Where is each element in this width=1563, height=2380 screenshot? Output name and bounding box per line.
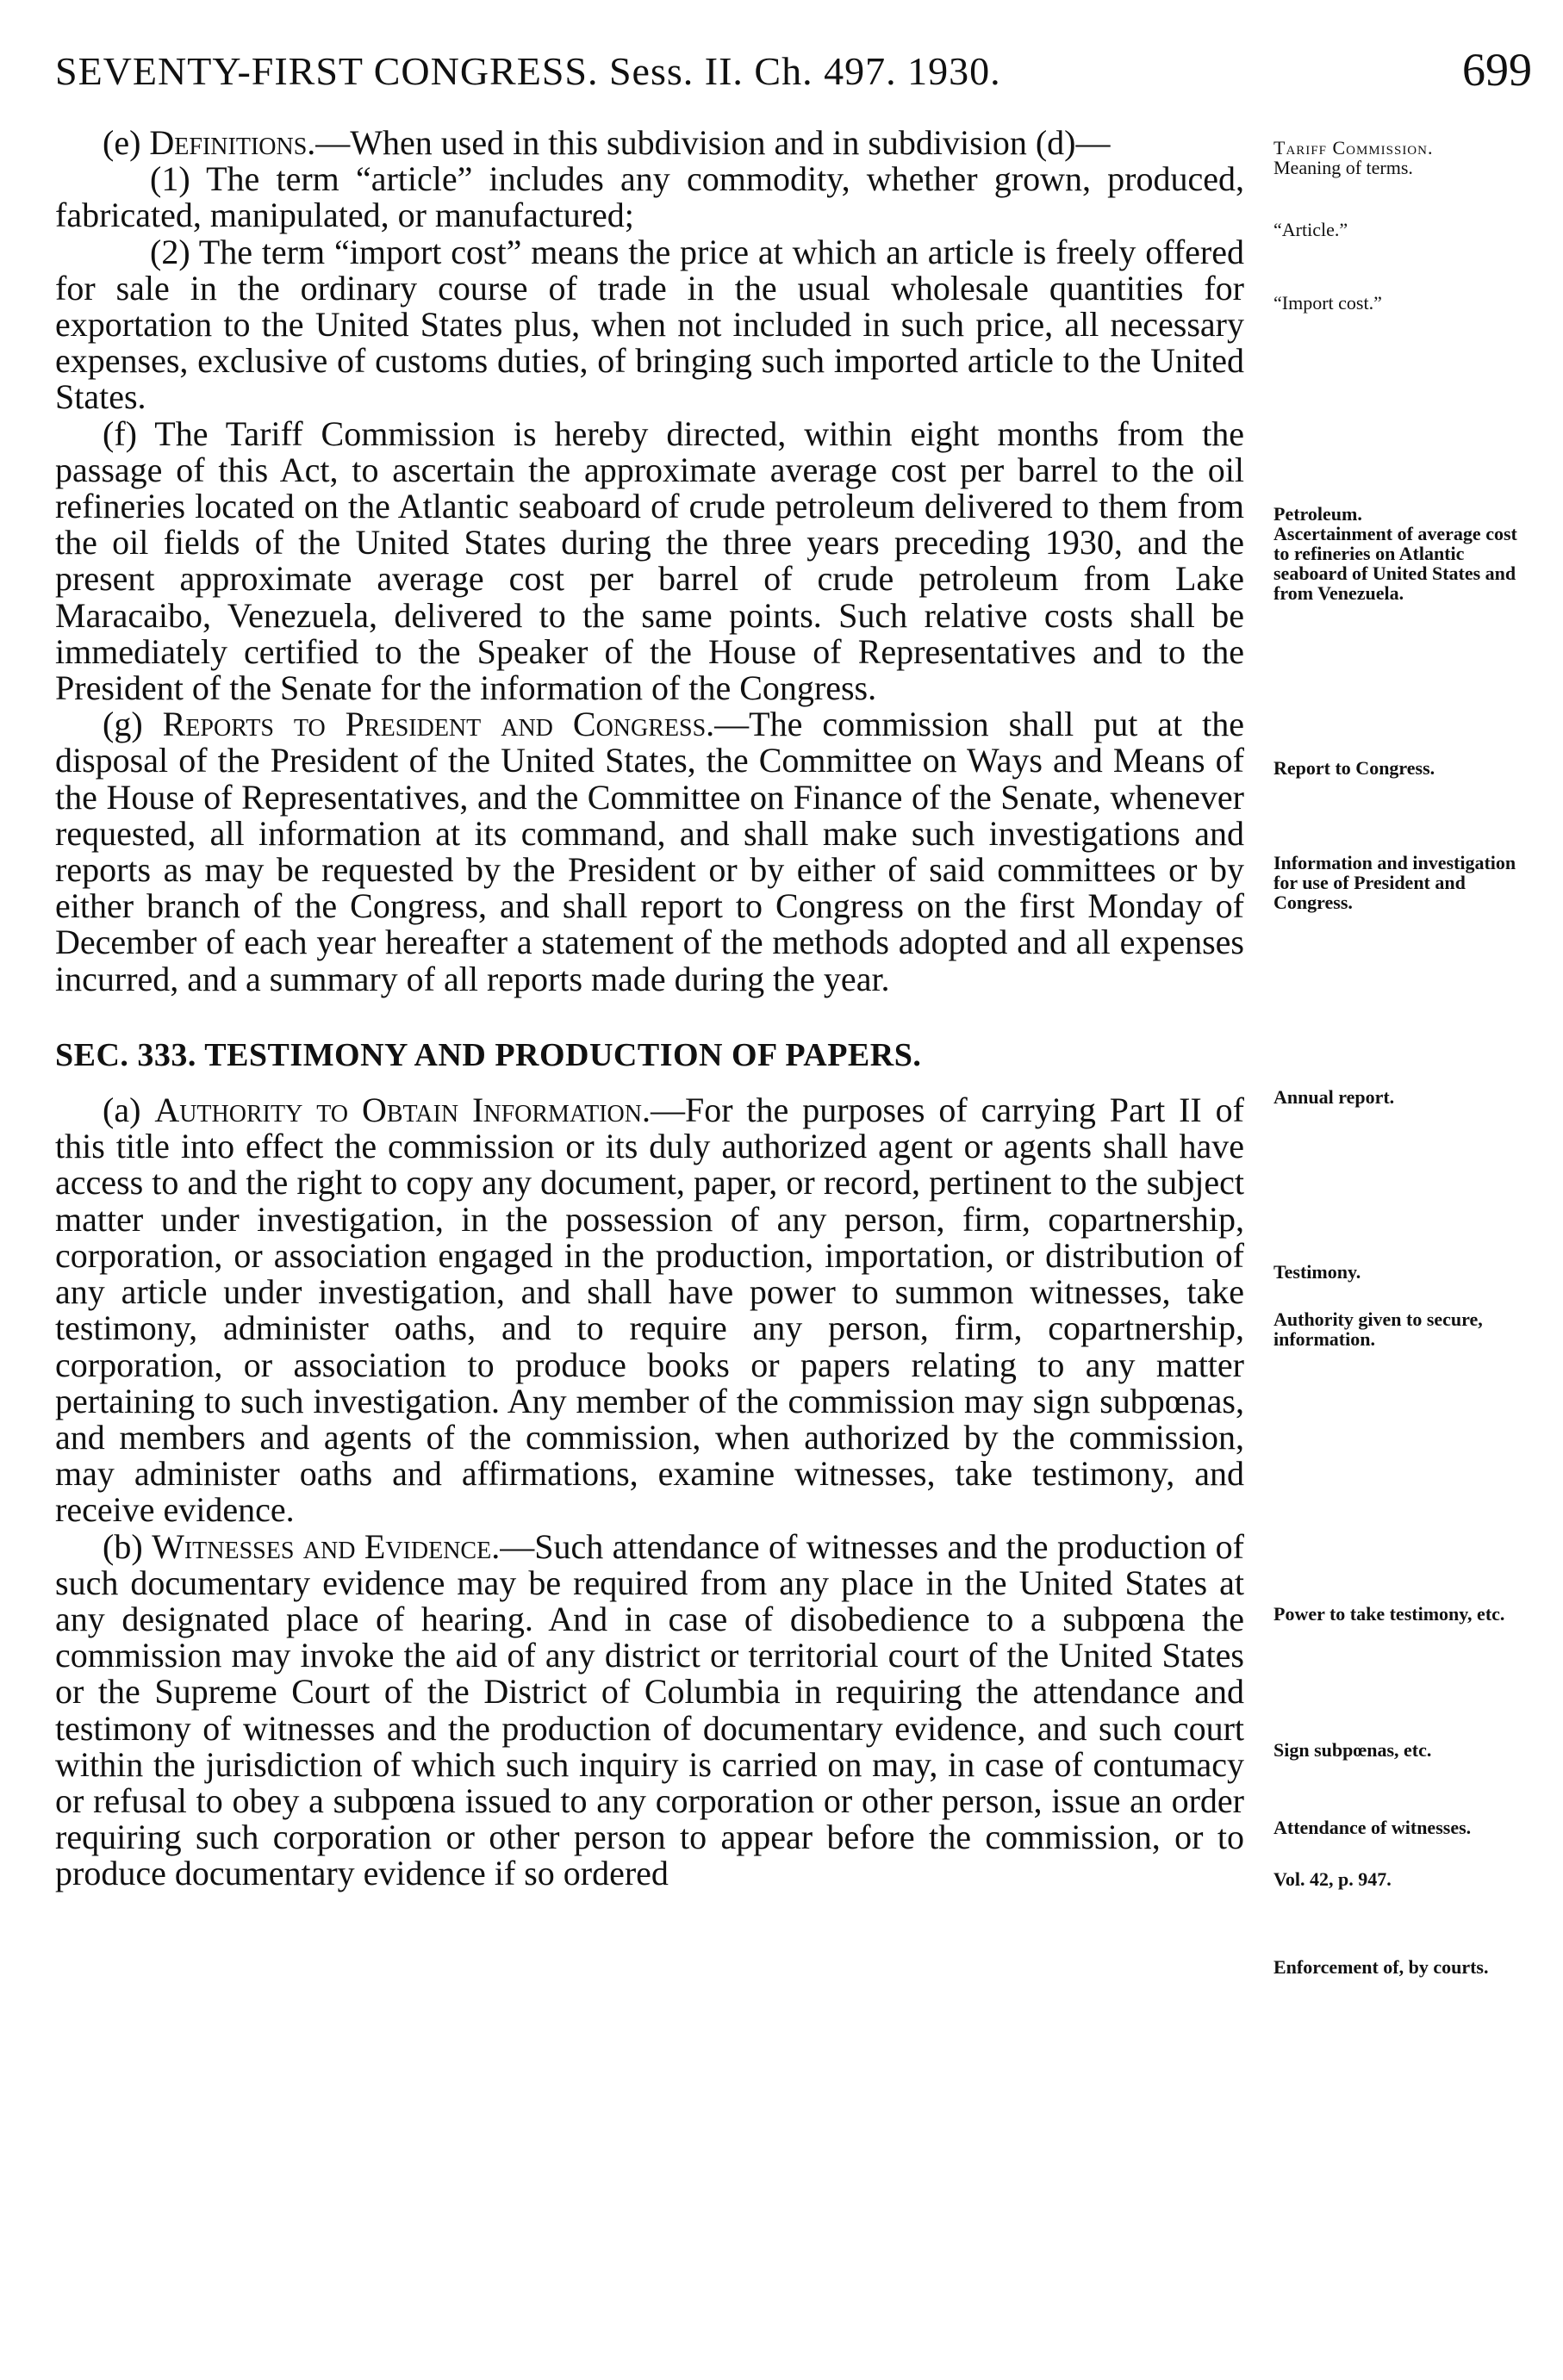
section-heading: SEC. 333. TESTIMONY AND PRODUCTION OF PAPERS. bbox=[55, 1036, 922, 1073]
paragraph-e bbox=[55, 125, 1244, 161]
margin-note-petroleum: Petroleum. Ascertainment of average cost to refineries on Atlantic seaboard of United States and from Venezuela. bbox=[1273, 503, 1517, 604]
margin-note-attendance-witnesses: Attendance of witnesses. bbox=[1273, 1817, 1472, 1838]
paragraph-f: (f) The Tariff Commission is hereby directed, within eight months from the passage of this Act, to ascertain the approximate average cost per barrel to the oil refineries located on the Atlantic seaboard of crude petroleum delivered to them from the oil fields of the United States during the three years preceding 1930, and the present approximate average cost per barrel of crude petroleum from Lake Maracaibo, Venezuela, delivered to the same points. Such relative costs shall be immediately certified to the Speaker of the House of Representatives and to the President of the Senate for the information of the Congress. bbox=[55, 413, 1244, 708]
page-number: 699 bbox=[1462, 44, 1532, 96]
paragraph-g bbox=[55, 706, 1244, 997]
margin-note-article: “Article.” bbox=[1273, 219, 1348, 240]
paragraph-a-text: .—For the purposes of carrying Part II of this title into effect the commission or its duly authorized agent or agents shall have access to and the right to copy any document, paper, or record, pertinent to the subject matter under investigation, in the possession of any person, firm, copartnership, corporation, or association engaged in the production, importation, or distribution of any article under investigation, and shall have power to summon witnesses, take testimony, administer oaths, and to require any person, firm, copartnership, corporation, or association to produce books or papers relating to any matter pertaining to such investigation. Any member of the commission may sign subpœnas, and members and agents of the commission, when authorized by the commission, may administer oaths and affirmations, examine witnesses, take testimony, and receive evidence. bbox=[55, 1091, 1244, 1530]
margin-note-import-cost: “Import cost.” bbox=[1273, 292, 1382, 314]
paragraph-a-label: (a) bbox=[103, 1091, 155, 1130]
margin-note-testimony: Testimony. bbox=[1273, 1261, 1361, 1283]
paragraph-e1: (1) The term “article” includes any commodity, whether grown, produced, fabricated, manipulated, or manufactured; bbox=[55, 159, 1244, 235]
paragraph-g-text: .—The commission shall put at the disposal of the President of the United States, the Committee on Ways and Means of the House of Representatives, and the Committee on Finance of the Senate, whenever requested, all information at its command, and shall make such investigations and reports as may be requested by the President or by either of said committees or by either branch of the Congress, and shall report to Congress on the first Monday of December of each year hereafter a statement of the methods adopted and all expenses incurred, and a summary of all reports made during the year. bbox=[55, 705, 1245, 998]
paragraph-b-text: .—Such attendance of witnesses and the production of such documentary evidence may be required from any place in the United States at any designated place of hearing. And in case of disobedience to a subpœna the commission may invoke the aid of any district or territorial court of the United States or the Supreme Court of the District of Columbia in requiring the attendance and testimony of witnesses and the production of documentary evidence, and such court within the jurisdiction of which such inquiry is carried on may, in case of contumacy or refusal to obey a subpœna issued to any corporation or other person, issue an order requiring such corporation or other person to appear before the commission, or to produce documentary evidence if so ordered bbox=[55, 1526, 1245, 1893]
margin-note-enforcement: Enforcement of, by courts. bbox=[1273, 1956, 1489, 1978]
paragraph-b bbox=[55, 1526, 1245, 1893]
margin-note-information-investigation: Information and investigation for use of President and Congress. bbox=[1273, 852, 1516, 913]
paragraph-g-label: (g) bbox=[103, 705, 163, 744]
margin-note-authority-given: Authority given to secure, information. bbox=[1273, 1308, 1483, 1350]
margin-note-report-to-congress: Report to Congress. bbox=[1273, 757, 1435, 779]
paragraph-b-heading: Witnesses and Evidence bbox=[152, 1526, 492, 1566]
paragraph-a-heading: Authority to Obtain Information bbox=[154, 1091, 642, 1130]
margin-note-meaning-of-terms: Meaning of terms. bbox=[1273, 157, 1413, 178]
running-head: SEVENTY-FIRST CONGRESS. Sess. II. Ch. 497. 1930. bbox=[55, 49, 1001, 93]
main-text bbox=[55, 125, 1244, 1892]
paragraph-e-heading: Definitions bbox=[149, 123, 308, 162]
margin-note-annual-report: Annual report. bbox=[1273, 1086, 1395, 1108]
page-header bbox=[55, 44, 1532, 110]
paragraph-g-heading: Reports to President and Congress bbox=[162, 705, 707, 744]
paragraph-e-text: .—When used in this subdivision and in subdivision (d)— bbox=[307, 123, 1111, 162]
paragraph-a bbox=[55, 1092, 1244, 1528]
margin-note-sign-subpoenas: Sign subpœnas, etc. bbox=[1273, 1739, 1432, 1761]
paragraph-e-label: (e) bbox=[103, 123, 150, 162]
margin-note-tariff-commission: Tariff Commission. bbox=[1273, 137, 1434, 158]
paragraph-e2: (2) The term “import cost” means the price at which an article is freely offered for sale in the ordinary course of trade in the usual wholesale quantities for exportation to the United States plus, when not included in such price, all necessary expenses, exclusive of customs duties, of bringing such imported article to the United States. bbox=[55, 232, 1244, 417]
margin-note-vol-ref: Vol. 42, p. 947. bbox=[1273, 1868, 1392, 1890]
margin-note-power-to-take-testimony: Power to take testimony, etc. bbox=[1273, 1603, 1505, 1625]
paragraph-b-label: (b) bbox=[103, 1526, 153, 1566]
